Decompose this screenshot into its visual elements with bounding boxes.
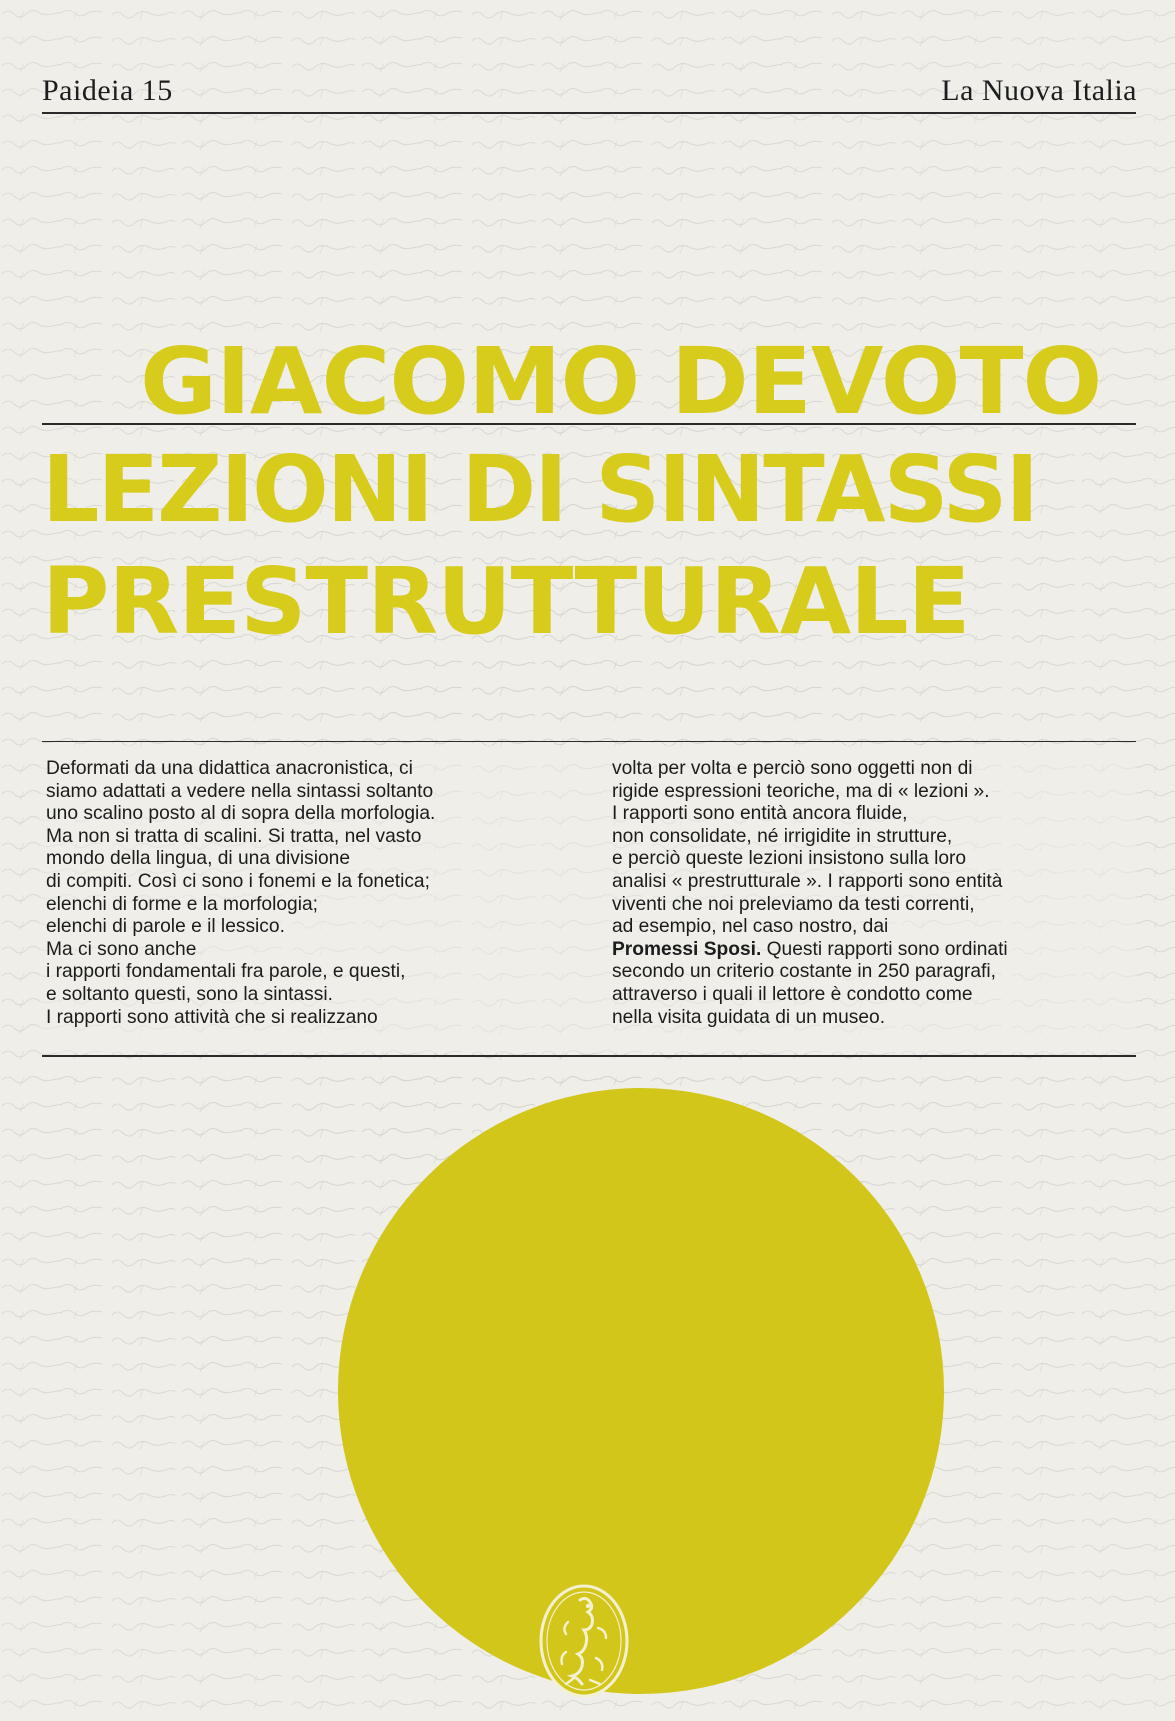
blurb-top-rule (42, 741, 1136, 742)
book-title-line-2: PRESTRUTTURALE (42, 548, 970, 655)
blurb-line: Ma ci sono anche (46, 938, 197, 960)
blurb-line: mondo della lingua, di una divisione (46, 848, 351, 870)
yellow-disc (338, 1088, 944, 1694)
blurb-line: Ma non si tratta di scalini. Si tratta, nel vasto (46, 825, 422, 847)
blurb-left-column (46, 758, 566, 1029)
book-title-line-1: LEZIONI DI SINTASSI (42, 436, 1038, 543)
blurb-line: attraverso i quali il lettore è condotto come (612, 983, 973, 1005)
blurb-line: Deformati da una didattica anacronistica, ci (46, 758, 413, 779)
blurb-line: uno scalino posto al di sopra della morfologia. (46, 803, 436, 825)
header-rule (42, 112, 1136, 114)
series-label: Paideia 15 (42, 74, 173, 107)
blurb-bottom-rule (42, 1055, 1136, 1057)
blurb-line: siamo adattati a vedere nella sintassi soltanto (46, 780, 434, 802)
blurb-line: elenchi di forme e la morfologia; (46, 893, 318, 915)
blurb-line-tail: Questi rapporti sono ordinati (761, 938, 1008, 960)
blurb-line: i rapporti fondamentali fra parole, e questi, (46, 961, 406, 983)
blurb-line: viventi che noi preleviamo da testi correnti, (612, 893, 975, 915)
blurb-line: volta per volta e perciò sono oggetti non di (612, 758, 973, 779)
blurb-line: rigide espressioni teoriche, ma di « lezioni ». (612, 780, 990, 802)
publisher-emblem-icon (538, 1582, 630, 1700)
blurb-line: di compiti. Così ci sono i fonemi e la fonetica; (46, 870, 430, 892)
blurb-line: I rapporti sono attività che si realizzano (46, 1006, 378, 1028)
blurb-right-column (612, 758, 1132, 1029)
blurb-line: I rapporti sono entità ancora fluide, (612, 803, 908, 825)
blurb-line: e soltanto questi, sono la sintassi. (46, 983, 333, 1005)
blurb-line: non consolidate, né irrigidite in strutture, (612, 825, 953, 847)
promessi-sposi-title: Promessi Sposi. (612, 938, 762, 960)
title-divider (42, 423, 1136, 425)
blurb-line: analisi « prestrutturale ». I rapporti sono entità (612, 870, 1003, 892)
blurb-line: e perciò queste lezioni insistono sulla loro (612, 848, 967, 870)
blurb-line: nella visita guidata di un museo. (612, 1006, 886, 1028)
blurb-line (612, 939, 1132, 962)
author-name: GIACOMO DEVOTO (140, 328, 1102, 435)
blurb-line: secondo un criterio costante in 250 paragrafi, (612, 961, 996, 983)
publisher-label: La Nuova Italia (941, 74, 1137, 107)
blurb-line: elenchi di parole e il lessico. (46, 916, 285, 938)
blurb-line: ad esempio, nel caso nostro, dai (612, 916, 889, 938)
